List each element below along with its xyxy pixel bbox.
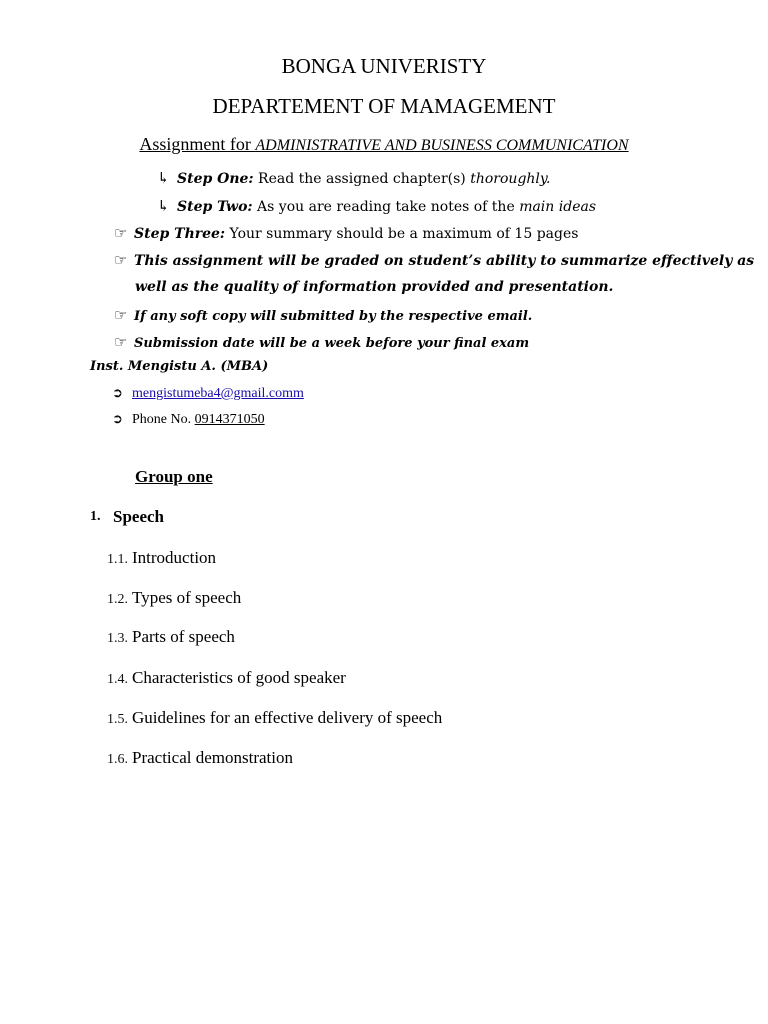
step-three-text: Your summary should be a maximum of 15 pages	[225, 226, 579, 242]
subsection-number: 1.5.	[107, 712, 128, 727]
subsection-number: 1.6.	[107, 752, 128, 767]
grading-note	[114, 251, 754, 269]
subsection-title: Parts of speech	[132, 627, 235, 646]
step-two	[157, 197, 596, 215]
assignment-prefix: Assignment for	[139, 134, 256, 154]
subsection-title: Introduction	[132, 548, 217, 567]
subsection-number: 1.2.	[107, 592, 128, 607]
step-one-emphasis: thoroughly.	[470, 171, 551, 187]
subsection-number: 1.4.	[107, 672, 128, 687]
subsection-item	[107, 548, 216, 568]
subsection-number: 1.1.	[107, 552, 128, 567]
step-two-emphasis: main ideas	[519, 199, 597, 215]
subsection-item	[107, 708, 442, 728]
curved-arrow-icon: ↳	[157, 169, 170, 187]
subsection-item	[107, 668, 346, 688]
course-name: ADMINISTRATIVE AND BUSINESS COMMUNICATION	[255, 137, 629, 154]
step-three	[114, 224, 578, 242]
subsection-title: Characteristics of good speaker	[132, 668, 346, 687]
step-one-label: Step One:	[177, 171, 254, 187]
soft-copy-text: If any soft copy will submitted by the respective email.	[134, 309, 533, 324]
step-three-label: Step Three:	[134, 226, 226, 242]
section-title: Speech	[113, 507, 164, 526]
instructor-name-text: Inst. Mengistu A. (MBA)	[90, 359, 269, 374]
step-one-text: Read the assigned chapter(s)	[253, 171, 471, 187]
subsection-item	[107, 588, 241, 608]
phone-label: Phone No.	[132, 412, 195, 427]
phone-number: 0914371050	[194, 412, 265, 427]
subsection-title: Types of speech	[132, 588, 242, 607]
grading-note-continued	[135, 279, 613, 295]
pointing-hand-icon: ☞	[114, 333, 128, 351]
submission-text: Submission date will be a week before your final exam	[134, 336, 530, 351]
assignment-heading	[0, 134, 768, 155]
subsection-item	[107, 748, 293, 768]
step-two-text: As you are reading take notes of the	[252, 199, 520, 215]
subsection-number: 1.3.	[107, 631, 128, 646]
pointing-hand-icon: ☞	[114, 251, 128, 269]
soft-copy-note	[114, 306, 532, 324]
instructor-name	[90, 359, 268, 374]
circled-arrow-icon: ➲	[112, 385, 123, 400]
subsection-title: Guidelines for an effective delivery of speech	[132, 708, 443, 727]
pointing-hand-icon: ☞	[114, 306, 128, 324]
subsection-title: Practical demonstration	[132, 748, 293, 767]
submission-note	[114, 333, 529, 351]
group-title: Group one	[135, 467, 213, 486]
university-title: BONGA UNIVERISTY	[281, 54, 487, 78]
grading-line-2: well as the quality of information provided and presentation.	[135, 279, 614, 295]
email-link[interactable]: mengistumeba4@gmail.comm	[132, 386, 304, 401]
subsection-item	[107, 627, 235, 647]
step-one	[157, 169, 550, 187]
circled-arrow-icon: ➲	[112, 411, 123, 426]
pointing-hand-icon: ☞	[114, 224, 128, 242]
phone-item	[112, 411, 265, 428]
curved-arrow-icon: ↳	[157, 197, 170, 215]
step-two-label: Step Two:	[177, 199, 253, 215]
grading-line-1: This assignment will be graded on student’s ability to summarize effectively as	[134, 253, 755, 269]
email-item	[112, 385, 304, 402]
department-title: DEPARTEMENT OF MAMAGEMENT	[212, 94, 556, 118]
section-number: 1.	[90, 509, 101, 524]
